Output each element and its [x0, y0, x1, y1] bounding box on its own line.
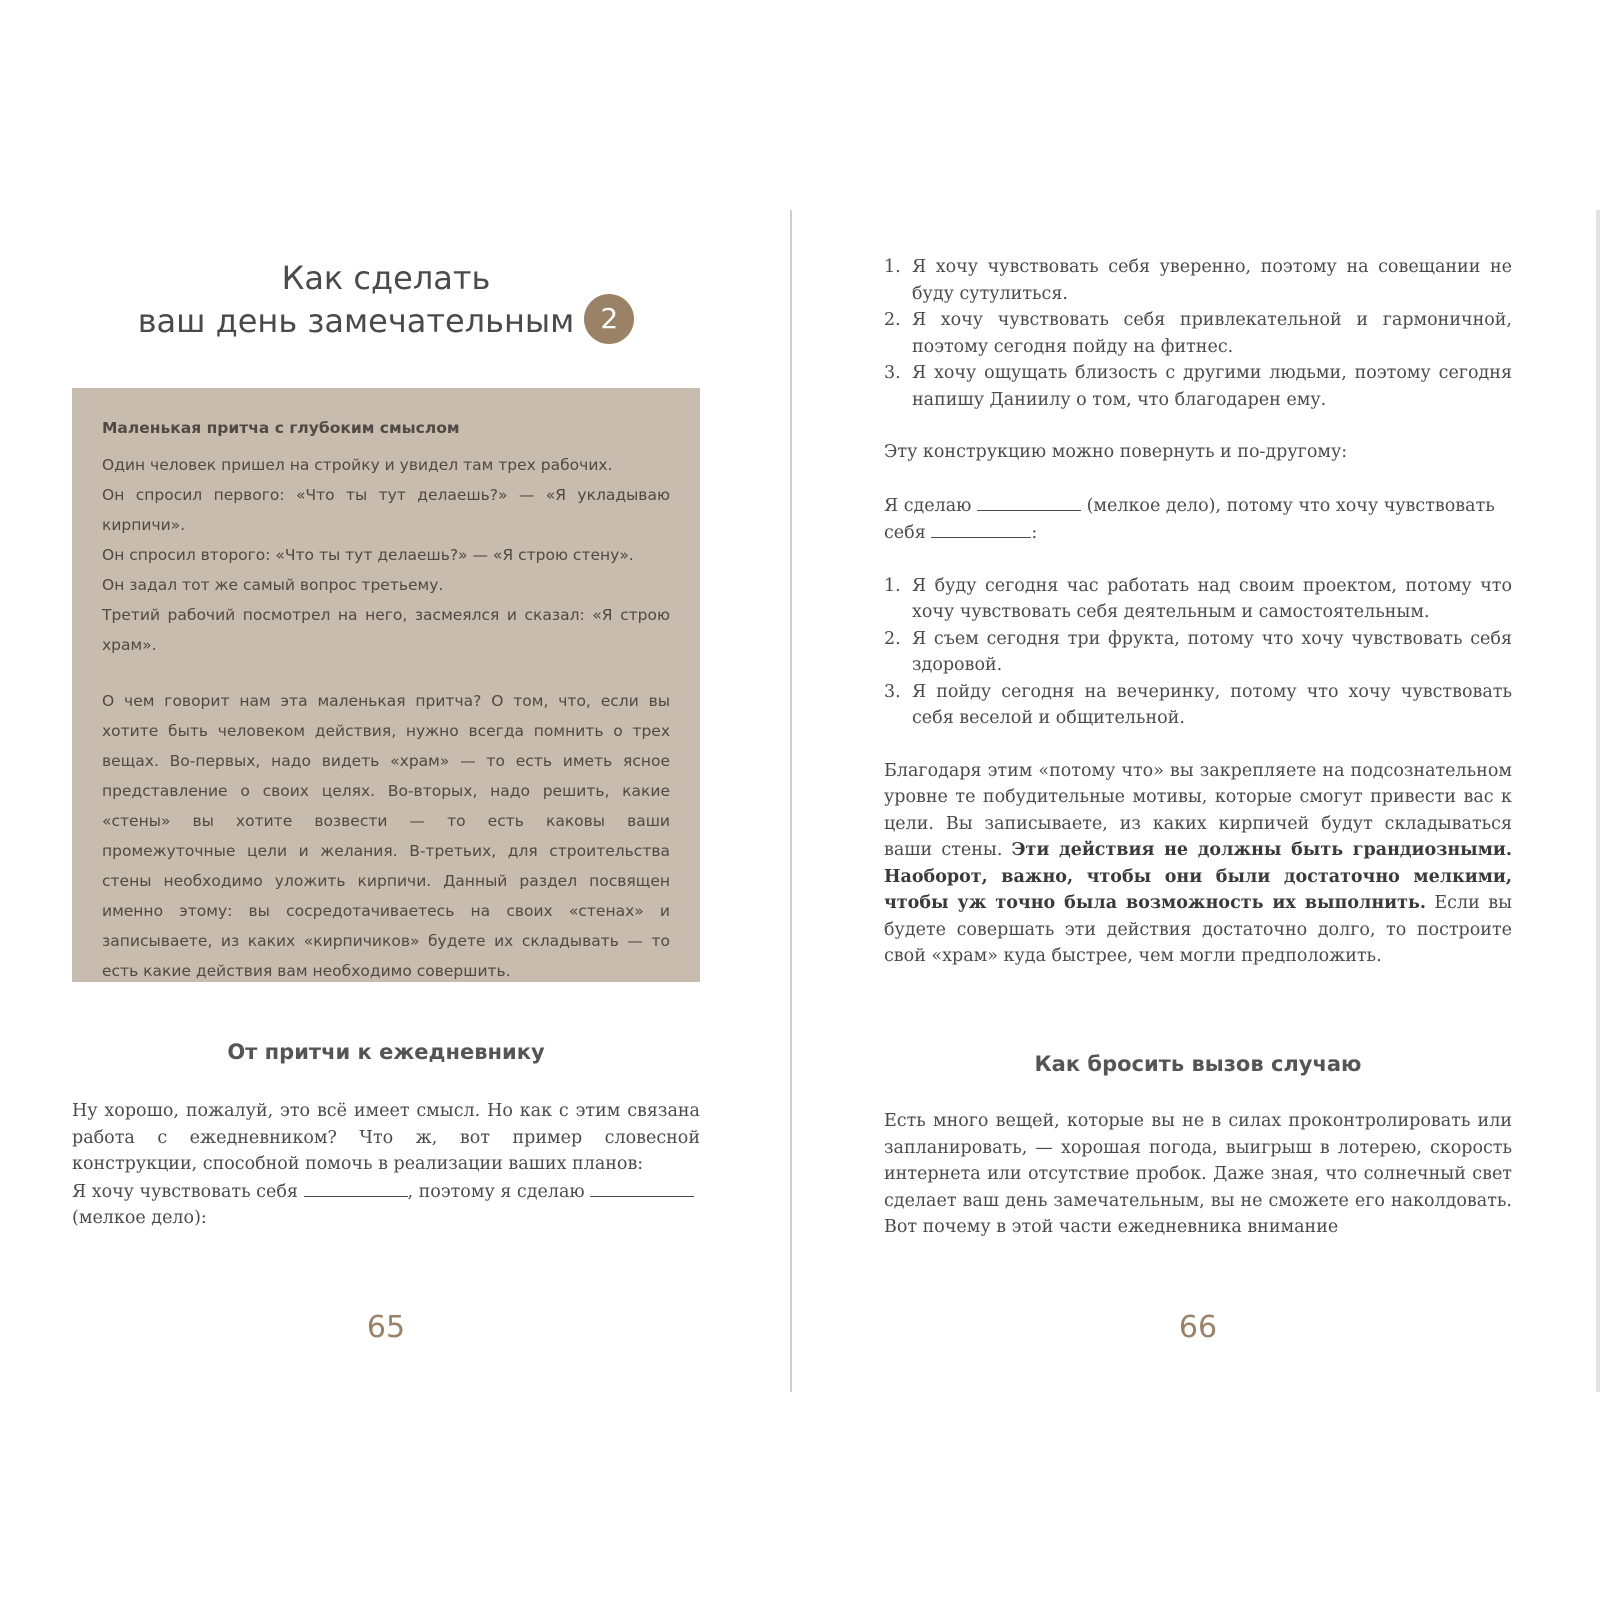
template-part: (мелкое дело), потому что хочу чувствовать себя: [884, 495, 1495, 543]
page-edge: [1596, 210, 1600, 1392]
parable-explanation: О чем говорит нам эта маленькая притча? О том, что, если вы хотите быть человеком действия, нужно всегда помнить о трех вещах. Во-первых, надо видеть «храм» — то есть иметь ясное представление о своих целях. Во-вторых, надо решить, какие «стены» вы хотите возвести — то есть каковы ваши промежуточные цели и желания. В-третьих, для строительства стены необходимо уложить кирпичи. Данный раздел посвящен именно этому: вы сосредотачиваетесь на своих «стенах» и записываете, из каких «кирпичиков» будете их складывать — то есть какие действия вам необходимо совершить.: [102, 692, 670, 980]
parable-box: [72, 388, 700, 982]
paragraph-part: Благодаря этим «потому что» вы закрепляете на подсознательном уровне те побудительные мотивы, которые смогут привести вас к цели. Вы записываете, из каких кирпичей будут складываться ваши стены.: [884, 760, 1512, 860]
blank-line: [977, 492, 1081, 511]
example-list-2: [884, 573, 1512, 732]
example-list-1: [884, 254, 1512, 413]
page-divider: [790, 210, 792, 1392]
template-part: (мелкое дело):: [72, 1208, 207, 1228]
page-number: 66: [1178, 1310, 1218, 1345]
chapter-title: [72, 258, 700, 348]
list-number: 2.: [884, 310, 901, 330]
template-sentence-2: [884, 492, 1512, 547]
template-part: :: [1031, 523, 1038, 543]
list-item: [884, 254, 1512, 307]
paragraph-part: Если вы будете совершать эти действия достаточно долго, то построите свой «храм» куда быстрее, чем могли предположить.: [884, 893, 1512, 966]
list-item: [884, 626, 1512, 679]
template-part: , поэтому я сделаю: [407, 1181, 585, 1202]
blank-line: [931, 519, 1031, 538]
blank-line: [590, 1178, 694, 1197]
left-body-block: [72, 1098, 700, 1232]
because-paragraph: [884, 758, 1512, 970]
list-text: Я хочу ощущать близость с другими людьми, поэтому сегодня напишу Даниилу о том, что благодарен ему.: [912, 363, 1512, 410]
list-text: Я съем сегодня три фрукта, потому что хочу чувствовать себя здоровой.: [912, 628, 1512, 675]
section-heading: От притчи к ежедневнику: [227, 1040, 545, 1064]
list-item: [884, 679, 1512, 732]
chapter-title-line2-wrap: [72, 298, 700, 348]
parable-line: Он спросил первого: «Что ты тут делаешь?» — «Я укладываю кирпичи».: [102, 486, 670, 534]
template-part: Я сделаю: [884, 495, 972, 516]
template-part: Я хочу чувствовать себя: [72, 1181, 298, 1202]
blank-line: [304, 1178, 408, 1197]
list-number: 3.: [884, 363, 901, 383]
list-text: Я буду сегодня час работать над своим проектом, потому что хочу чувствовать себя деятельным и самостоятельным.: [912, 575, 1512, 622]
parable-line: Третий рабочий посмотрел на него, засмеялся и сказал: «Я строю храм».: [102, 606, 670, 654]
right-body-block-2: [884, 1108, 1512, 1241]
parable-line: Он спросил второго: «Что ты тут делаешь?» — «Я строю стену».: [102, 546, 634, 564]
body-paragraph: Ну хорошо, пожалуй, это всё имеет смысл. Но как с этим связана работа с ежедневником? Что ж, вот пример словесной конструкции, способной помочь в реализации ваших планов:: [72, 1101, 700, 1174]
turn-text: Эту конструкцию можно повернуть и по-другому:: [884, 442, 1348, 462]
bold-emphasis: Эти действия не должны быть грандиозными. Наоборот, важно, чтобы они были достаточно мелкими, чтобы уж точно была возможность их выполнить.: [884, 840, 1513, 913]
parable-line: Он задал тот же самый вопрос третьему.: [102, 576, 444, 594]
list-item: [884, 573, 1512, 626]
chapter-number-badge: 2: [584, 294, 634, 344]
template-sentence: [72, 1178, 700, 1232]
parable-title: Маленькая притча с глубоким смыслом: [102, 419, 460, 437]
spacer: [102, 660, 670, 686]
chapter-title-line1: Как сделать: [281, 259, 491, 297]
list-item: [884, 307, 1512, 360]
page-number: 65: [366, 1310, 406, 1345]
parable-line: Один человек пришел на стройку и увидел там трех рабочих.: [102, 456, 613, 474]
list-number: 1.: [884, 575, 901, 596]
list-text: Я пойду сегодня на вечеринку, потому что хочу чувствовать себя веселой и общительной.: [912, 681, 1512, 728]
right-body-block: [884, 254, 1512, 970]
list-item: [884, 360, 1512, 413]
chapter-title-line2: ваш день замечательным: [137, 302, 575, 340]
list-text: Я хочу чувствовать себя уверенно, поэтому на совещании не буду сутулиться.: [912, 257, 1512, 304]
challenge-paragraph: Есть много вещей, которые вы не в силах проконтролировать или запланировать, — хорошая погода, выигрыш в лотерею, скорость интернета или отсутствие пробок. Даже зная, что солнечный свет сделает ваш день замечательным, вы не сможете его наколдовать. Вот почему в этой части ежедневника внимание: [884, 1111, 1512, 1237]
list-number: 2.: [884, 628, 901, 649]
list-number: 3.: [884, 681, 901, 702]
section-heading: Как бросить вызов случаю: [1034, 1052, 1362, 1076]
list-text: Я хочу чувствовать себя привлекательной и гармоничной, поэтому сегодня пойду на фитнес.: [912, 310, 1512, 357]
list-number: 1.: [884, 257, 901, 277]
